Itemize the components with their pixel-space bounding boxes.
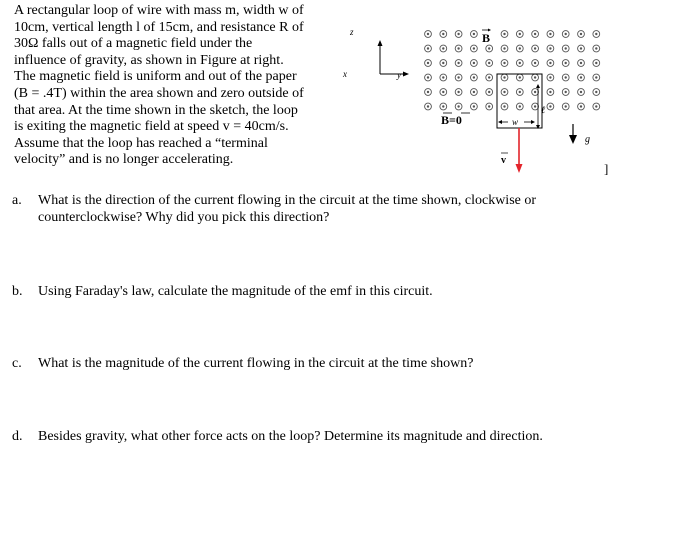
question-letter: a. <box>12 193 22 208</box>
field-dot-center <box>565 76 567 78</box>
field-dot-center <box>595 76 597 78</box>
question-d <box>12 428 543 445</box>
field-dot-center <box>549 105 551 107</box>
axis-x-label: x <box>343 69 347 79</box>
width-arrow-right <box>531 120 535 124</box>
field-dot-center <box>442 91 444 93</box>
field-dot-center <box>580 91 582 93</box>
field-dot-center <box>519 76 521 78</box>
gravity-label: g <box>585 134 590 145</box>
velocity-arrowhead <box>516 164 523 173</box>
y-axis-arrowhead <box>403 72 409 77</box>
figure-svg <box>335 18 625 178</box>
field-dot-center <box>503 105 505 107</box>
question-letter: d. <box>12 429 23 444</box>
b-zero-label: B=0 <box>441 113 462 127</box>
field-dot-center <box>565 62 567 64</box>
length-label: ℓ <box>541 105 546 116</box>
axis-y-label: y <box>397 70 401 80</box>
field-dot-center <box>442 33 444 35</box>
question-text: What is the magnitude of the current flowing in the circuit at the time shown? <box>38 356 474 371</box>
intro-line: A rectangular loop of wire with mass m, width w of <box>14 3 304 18</box>
field-dot-center <box>519 47 521 49</box>
field-dot-center <box>534 91 536 93</box>
field-dot-center <box>488 76 490 78</box>
field-dot-center <box>503 91 505 93</box>
question-text: What is the direction of the current flowing in the circuit at the time shown, clockwise or <box>38 193 537 208</box>
field-dot-center <box>457 62 459 64</box>
field-dot-center <box>473 62 475 64</box>
field-dot-center <box>549 33 551 35</box>
field-dot-center <box>580 33 582 35</box>
field-dot-center <box>488 91 490 93</box>
problem-statement <box>14 3 334 169</box>
field-dot-center <box>473 105 475 107</box>
axes <box>342 27 409 80</box>
question-text: Besides gravity, what other force acts on the loop? Determine its magnitude and direction. <box>38 429 543 444</box>
intro-line: influence of gravity, as shown in Figure at right. <box>14 52 284 68</box>
field-dot-center <box>595 47 597 49</box>
field-dot-center <box>519 62 521 64</box>
intro-line: (B = .4T) within the area shown and zero outside of <box>14 85 304 101</box>
field-dot-center <box>549 47 551 49</box>
field-dot-center <box>427 105 429 107</box>
field-dot-center <box>549 76 551 78</box>
field-dot-center <box>427 91 429 93</box>
field-dot-center <box>427 62 429 64</box>
question-letter: c. <box>12 356 22 371</box>
field-dot-center <box>519 105 521 107</box>
field-dot-center <box>488 62 490 64</box>
field-dot-center <box>457 76 459 78</box>
field-dot-center <box>595 91 597 93</box>
field-dot-center <box>473 76 475 78</box>
field-dot-center <box>580 76 582 78</box>
width-label: w <box>512 117 519 127</box>
field-dot-center <box>580 105 582 107</box>
intro-line: Assume that the loop has reached a “terminal <box>14 135 268 151</box>
intro-line: The magnetic field is uniform and out of the paper <box>14 69 297 85</box>
field-dot-center <box>565 91 567 93</box>
field-dot-center <box>427 33 429 35</box>
b-field-label: B <box>482 31 491 45</box>
intro-line: is exiting the magnetic field at speed v = 40cm/s. <box>14 119 289 135</box>
field-dot-center <box>457 33 459 35</box>
field-dot-center <box>519 33 521 35</box>
field-dot-center <box>488 105 490 107</box>
field-dot-center <box>442 62 444 64</box>
magnetic-field-dots <box>425 31 600 110</box>
field-dot-center <box>519 91 521 93</box>
intro-line: 10cm, vertical length l of 15cm, and resistance R of <box>14 19 304 35</box>
field-dot-center <box>534 33 536 35</box>
stray-bracket: ] <box>604 161 609 176</box>
field-dot-center <box>442 76 444 78</box>
question-a <box>12 192 536 226</box>
question-text: Using Faraday's law, calculate the magnitude of the emf in this circuit. <box>38 284 433 299</box>
intro-line: 30Ω falls out of a magnetic field under the <box>14 36 253 52</box>
field-dot-center <box>534 105 536 107</box>
figure <box>335 18 625 178</box>
field-dot-center <box>503 62 505 64</box>
question-c <box>12 355 473 372</box>
field-dot-center <box>580 62 582 64</box>
field-dot-center <box>457 47 459 49</box>
velocity-label: v <box>501 155 506 166</box>
field-dot-center <box>427 47 429 49</box>
field-dot-center <box>457 91 459 93</box>
z-axis-arrowhead <box>378 40 383 46</box>
field-dot-center <box>534 62 536 64</box>
axis-z-label: z <box>350 27 354 37</box>
field-dot-center <box>473 47 475 49</box>
wire-loop <box>497 74 542 128</box>
field-dot-center <box>565 47 567 49</box>
length-arrow-top <box>536 84 540 88</box>
field-dot-center <box>534 47 536 49</box>
field-dot-center <box>580 47 582 49</box>
question-b <box>12 283 433 300</box>
question-text-continued: counterclockwise? Why did you pick this direction? <box>38 210 330 225</box>
field-dot-center <box>503 76 505 78</box>
field-dot-center <box>503 47 505 49</box>
field-dot-center <box>457 105 459 107</box>
field-dot-center <box>565 105 567 107</box>
field-dot-center <box>549 62 551 64</box>
field-dot-center <box>549 91 551 93</box>
intro-line: velocity” and is no longer accelerating. <box>14 152 234 168</box>
field-dot-center <box>488 47 490 49</box>
width-arrow-left <box>498 120 502 124</box>
field-dot-center <box>473 33 475 35</box>
gravity-arrowhead <box>569 135 577 144</box>
field-dot-center <box>565 33 567 35</box>
field-dot-center <box>442 47 444 49</box>
field-dot-center <box>427 76 429 78</box>
question-letter: b. <box>12 284 23 299</box>
field-dot-center <box>442 105 444 107</box>
intro-line: that area. At the time shown in the sketch, the loop <box>14 102 298 118</box>
field-dot-center <box>595 62 597 64</box>
field-dot-center <box>503 33 505 35</box>
field-dot-center <box>595 105 597 107</box>
field-dot-center <box>534 76 536 78</box>
field-dot-center <box>473 91 475 93</box>
field-dot-center <box>595 33 597 35</box>
